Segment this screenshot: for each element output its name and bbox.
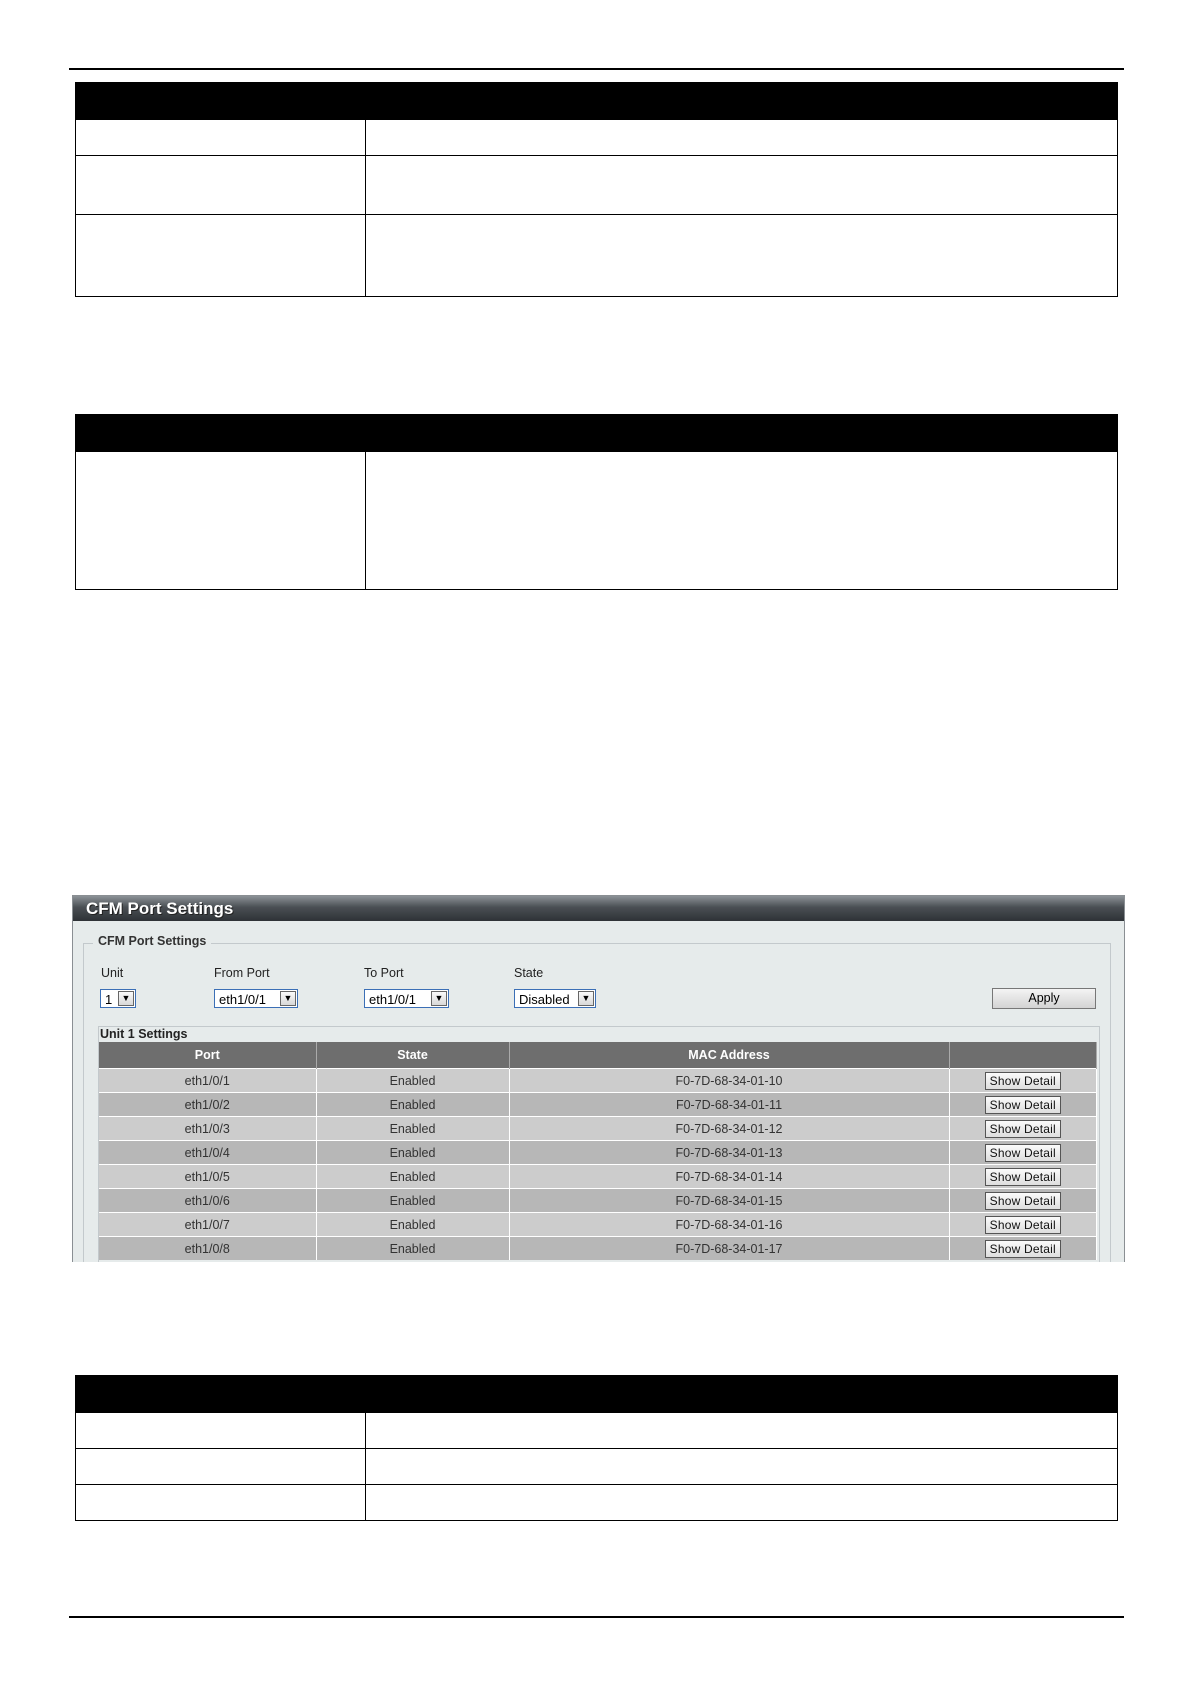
table-row <box>99 1213 1097 1237</box>
table-row <box>76 452 1118 590</box>
state-cell: Enabled <box>316 1093 509 1117</box>
cfm-port-table <box>99 1042 1097 1260</box>
chevron-down-icon: ▼ <box>118 991 134 1006</box>
parameter-table-1 <box>75 82 1118 297</box>
chevron-down-icon: ▼ <box>431 991 447 1006</box>
state-cell: Enabled <box>316 1237 509 1261</box>
apply-button[interactable]: Apply <box>992 988 1096 1009</box>
table-row <box>76 120 1118 156</box>
show-detail-button[interactable]: Show Detail <box>985 1120 1061 1138</box>
table-row <box>99 1237 1097 1261</box>
show-detail-button[interactable]: Show Detail <box>985 1192 1061 1210</box>
parameter-table-2 <box>75 414 1118 590</box>
to-port-label: To Port <box>364 966 404 980</box>
port-cell: eth1/0/4 <box>99 1141 316 1165</box>
from-port-select[interactable] <box>214 989 298 1008</box>
footer-rule <box>69 1616 1124 1618</box>
parameter-table-3 <box>75 1375 1118 1521</box>
state-cell: Enabled <box>316 1117 509 1141</box>
port-cell: eth1/0/1 <box>99 1069 316 1093</box>
mac-address-cell: F0-7D-68-34-01-15 <box>509 1189 949 1213</box>
table-row <box>99 1189 1097 1213</box>
panel-title: CFM Port Settings <box>73 896 1124 921</box>
port-cell: eth1/0/5 <box>99 1165 316 1189</box>
table-row <box>76 215 1118 297</box>
port-cell: eth1/0/2 <box>99 1093 316 1117</box>
show-detail-button[interactable]: Show Detail <box>985 1216 1061 1234</box>
mac-address-cell: F0-7D-68-34-01-10 <box>509 1069 949 1093</box>
chevron-down-icon: ▼ <box>280 991 296 1006</box>
show-detail-button[interactable]: Show Detail <box>985 1096 1061 1114</box>
table-row <box>76 1485 1118 1521</box>
state-label: State <box>514 966 544 980</box>
table-row <box>99 1093 1097 1117</box>
unit-settings-title: Unit 1 Settings <box>100 1027 188 1041</box>
unit-label: Unit <box>101 966 124 980</box>
table-row <box>99 1165 1097 1189</box>
mac-address-cell: F0-7D-68-34-01-12 <box>509 1117 949 1141</box>
state-cell: Enabled <box>316 1069 509 1093</box>
table-header-row <box>76 83 1118 120</box>
mac-address-cell: F0-7D-68-34-01-17 <box>509 1237 949 1261</box>
column-header-action <box>949 1042 1097 1069</box>
port-cell: eth1/0/6 <box>99 1189 316 1213</box>
to-port-select-value: eth1/0/1 <box>369 992 416 1007</box>
port-cell: eth1/0/7 <box>99 1213 316 1237</box>
column-header-mac-address: MAC Address <box>509 1042 949 1069</box>
action-cell <box>949 1213 1097 1237</box>
state-cell: Enabled <box>316 1165 509 1189</box>
state-select[interactable] <box>514 989 596 1008</box>
from-port-select-value: eth1/0/1 <box>219 992 266 1007</box>
state-cell: Enabled <box>316 1189 509 1213</box>
show-detail-button[interactable]: Show Detail <box>985 1168 1061 1186</box>
mac-address-cell: F0-7D-68-34-01-13 <box>509 1141 949 1165</box>
table-row <box>76 1449 1118 1485</box>
fieldset-legend: CFM Port Settings <box>93 934 211 948</box>
action-cell <box>949 1237 1097 1261</box>
chevron-down-icon: ▼ <box>578 991 594 1006</box>
table-header-row <box>76 415 1118 452</box>
cfm-port-settings-panel <box>72 895 1125 1262</box>
unit-select-value: 1 <box>105 992 113 1007</box>
unit-select[interactable] <box>100 989 136 1008</box>
state-select-value: Disabled <box>519 992 570 1007</box>
show-detail-button[interactable]: Show Detail <box>985 1144 1061 1162</box>
show-detail-button[interactable]: Show Detail <box>985 1240 1061 1258</box>
action-cell <box>949 1069 1097 1093</box>
from-port-label: From Port <box>214 966 270 980</box>
header-rule <box>69 68 1124 70</box>
action-cell <box>949 1141 1097 1165</box>
table-row <box>99 1141 1097 1165</box>
mac-address-cell: F0-7D-68-34-01-14 <box>509 1165 949 1189</box>
action-cell <box>949 1165 1097 1189</box>
mac-address-cell: F0-7D-68-34-01-11 <box>509 1093 949 1117</box>
table-row <box>76 1413 1118 1449</box>
table-header-row <box>76 1376 1118 1413</box>
table-row <box>76 156 1118 215</box>
action-cell <box>949 1189 1097 1213</box>
grid-header-row <box>99 1042 1097 1069</box>
action-cell <box>949 1117 1097 1141</box>
table-row <box>99 1069 1097 1093</box>
action-cell <box>949 1093 1097 1117</box>
state-cell: Enabled <box>316 1141 509 1165</box>
port-cell: eth1/0/8 <box>99 1237 316 1261</box>
table-row <box>99 1117 1097 1141</box>
state-cell: Enabled <box>316 1213 509 1237</box>
port-cell: eth1/0/3 <box>99 1117 316 1141</box>
column-header-port: Port <box>99 1042 316 1069</box>
mac-address-cell: F0-7D-68-34-01-16 <box>509 1213 949 1237</box>
show-detail-button[interactable]: Show Detail <box>985 1072 1061 1090</box>
column-header-state: State <box>316 1042 509 1069</box>
to-port-select[interactable] <box>364 989 449 1008</box>
